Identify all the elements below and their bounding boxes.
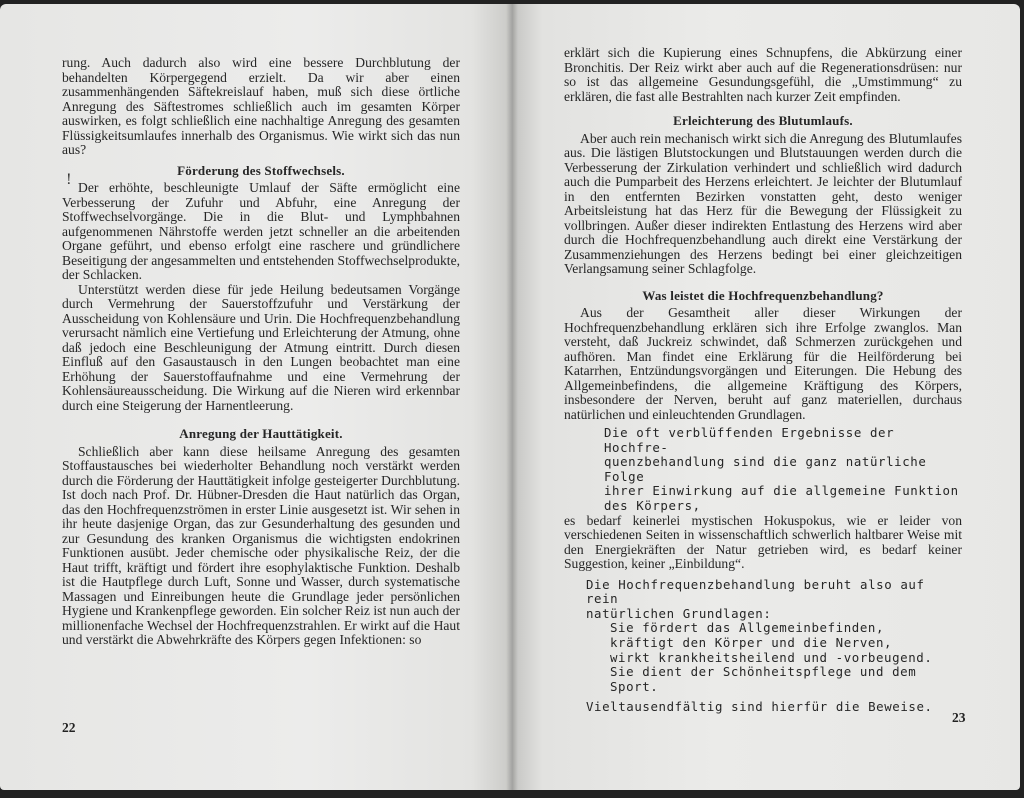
right-page-text (564, 46, 962, 715)
emphasis-line: Vieltausendfältig sind hierfür die Beweise. (586, 699, 933, 715)
section-heading: Förderung des Stoffwechsels. (177, 162, 345, 178)
margin-mark: ! (66, 172, 72, 188)
paragraph: Der erhöhte, beschleunigte Umlauf der Säfte ermöglicht eine Verbesserung der Zufuhr und Abfuhr, eine Anregung der Stoffwechselvorgänge. Die in die Blut- und Lymphbahnen aufgenommenen Nährstoffe werden jetzt schneller an die arbeitenden Organe geführt, und ebenso erfolgt eine raschere und gründlichere Beseitigung der angesammelten und entstehenden Stoffwechselprodukte, der Schlacken. (62, 180, 460, 282)
section-heading: Was leistet die Hochfrequenzbehandlung? (642, 287, 884, 303)
emphasis-line: Die oft verblüffenden Ergebnisse der Hochfre- (604, 425, 895, 455)
emphasis-line: wirkt krankheitsheilend und -vorbeugend. (610, 649, 933, 665)
emphasis-line: kräftigt den Körper und die Nerven, (610, 634, 893, 650)
paragraph: erklärt sich die Kupierung eines Schnupfens, die Abkürzung einer Bronchitis. Der Reiz wirkt aber auch auf die Regenerationsdrüsen: nur so ist das allgemeine Gesundungsgefühl, die „Umstimmung“ zu erklären, die fast alle Bestrahlten nach kurzer Zeit empfinden. (564, 45, 962, 104)
emphasis-line: natürlichen Grundlagen: (586, 605, 772, 621)
left-page (0, 4, 512, 790)
emphasis-block (564, 700, 962, 715)
emphasis-list (564, 621, 962, 694)
paragraph: es bedarf keinerlei mystischen Hokuspokus, wie er leider von verschiedenen Seiten in wissenschaftlich schwerlich haltbarer Weise mit den Energiekräften der Natur getrieben wird, es bedarf keiner Suggestion, keiner „Einbildung“. (564, 512, 962, 572)
emphasis-line: Sie fördert das Allgemeinbefinden, (610, 620, 885, 636)
left-page-text (62, 56, 460, 648)
section-heading: Erleichterung des Blutumlaufs. (673, 113, 853, 128)
paragraph: Aber auch rein mechanisch wirkt sich die Anregung des Blutumlaufes aus. Die lästigen Blutstockungen und Blutstauungen werden durch die Verbesserung der Zirkulation verhindert und schließlich wird dadurch auch die Pumparbeit des Herzens erleichtert. Je leichter der Blutumlauf in den entfernten Bezirken vonstatten geht, desto weniger Arbeitsleistung hat das Herz für die Bewegung der Flüssigkeit zu vollbringen. Außer dieser indirekten Entlastung des Herzens wird aber durch die Hochfrequenzbehandlung auch direkt eine Verstärkung der Zusammenziehungen des Herzens bedingt bei einer gleichzeitigen Verlangsamung seiner Schlagfolge. (564, 130, 962, 276)
emphasis-line: Sie dient der Schönheitspflege und dem Sport. (610, 664, 917, 694)
section-heading: Anregung der Hauttätigkeit. (179, 426, 343, 441)
page-number: 22 (62, 720, 76, 735)
emphasis-block (564, 426, 962, 514)
emphasis-line: quenzbehandlung sind die ganz natürliche Folge (604, 454, 927, 484)
paragraph: Schließlich aber kann diese heilsame Anregung des gesamten Stoffaustausches bei wiederholter Behandlung noch verstärkt werden durch die Förderung der Hauttätigkeit infolge gesteigerter Durchblutung. Ist doch nach Prof. Dr. Hübner-Dresden die Haut natürlich das Organ, das den Hochfrequenzströmen in erster Linie ausgesetzt ist. Wir sehen in ihr heute dasjenige Organ, das zur Gesunderhaltung des gesunden und zur Gesundung des kranken Organismus die wichtigsten endokrinen Funktionen ausübt. Jeder chemische oder physikalische Reiz, der die Haut trifft, kräftigt und fördert ihre esophylaktische Funktion. Deshalb ist die Hautpflege durch Luft, Sonne und Wasser, durch systematische Massagen und Einreibungen heute die Grundlage jeder persönlichen Hygiene und Krankenpflege geworden. Ein solcher Reiz ist nun auch der millionenfache Wechsel der Hochfrequenzstrahlen. Er wirkt auf die Haut und verstärkt die Abwehrkräfte des Körpers gegen Infektionen: so (62, 443, 460, 647)
emphasis-line: Die Hochfrequenzbehandlung beruht also auf rein (586, 576, 925, 607)
page-number: 23 (952, 710, 966, 725)
paragraph: Aus der Gesamtheit aller dieser Wirkungen der Hochfrequenzbehandlung erklären sich ihre Erfolge zwanglos. Man versteht, daß Juckreiz schwindet, daß Schmerzen zurückgehen und aufhören. Man findet eine Erklärung für die Heilförderung bei Katarrhen, Entzündungsvorgängen und Eiterungen. Die Hebung des Allgemeinbefindens, die allgemeine Kräftigung des Körpers, insbesondere der Nerven, beruht auf ganz materiellen, durchaus natürlichen und einleuchtenden Grundlagen. (564, 305, 962, 422)
book-gutter (506, 4, 518, 790)
emphasis-line: des Körpers, (604, 497, 701, 513)
right-page (512, 4, 1020, 790)
emphasis-block (564, 578, 962, 622)
emphasis-line: ihrer Einwirkung auf die allgemeine Funktion (604, 483, 959, 499)
paragraph: rung. Auch dadurch also wird eine bessere Durchblutung der behandelten Körpergegend erzielt. Da wir aber einen zusammenhängenden Säftekreislauf haben, muß sich diese örtliche Anregung des Säftestromes schließlich auch im gesamten Körper auswirken, es folgt schließlich eine nachhaltige Anregung des gesamten Flüssigkeitsumlaufes innerhalb des Organismus. Wie wirkt sich das nun aus? (62, 55, 460, 157)
paragraph: Unterstützt werden diese für jede Heilung bedeutsamen Vorgänge durch Vermehrung der Sauerstoffzufuhr und Verstärkung der Ausscheidung von Kohlensäure und Urin. Die Hochfrequenzbehandlung verursacht nämlich eine Vertiefung und Erleichterung der Atmung, ohne daß jedoch eine Beschleunigung der Atmung eintritt. Durch diesen Einfluß auf den Gasaustausch in den Lungen beobachtet man eine Erhöhung der Sauerstoffaufnahme und eine Vermehrung der Kohlensäureausscheidung. Die Wirkung auf die Nieren wird erkennbar durch eine Steigerung der Harnentleerung. (62, 281, 460, 413)
